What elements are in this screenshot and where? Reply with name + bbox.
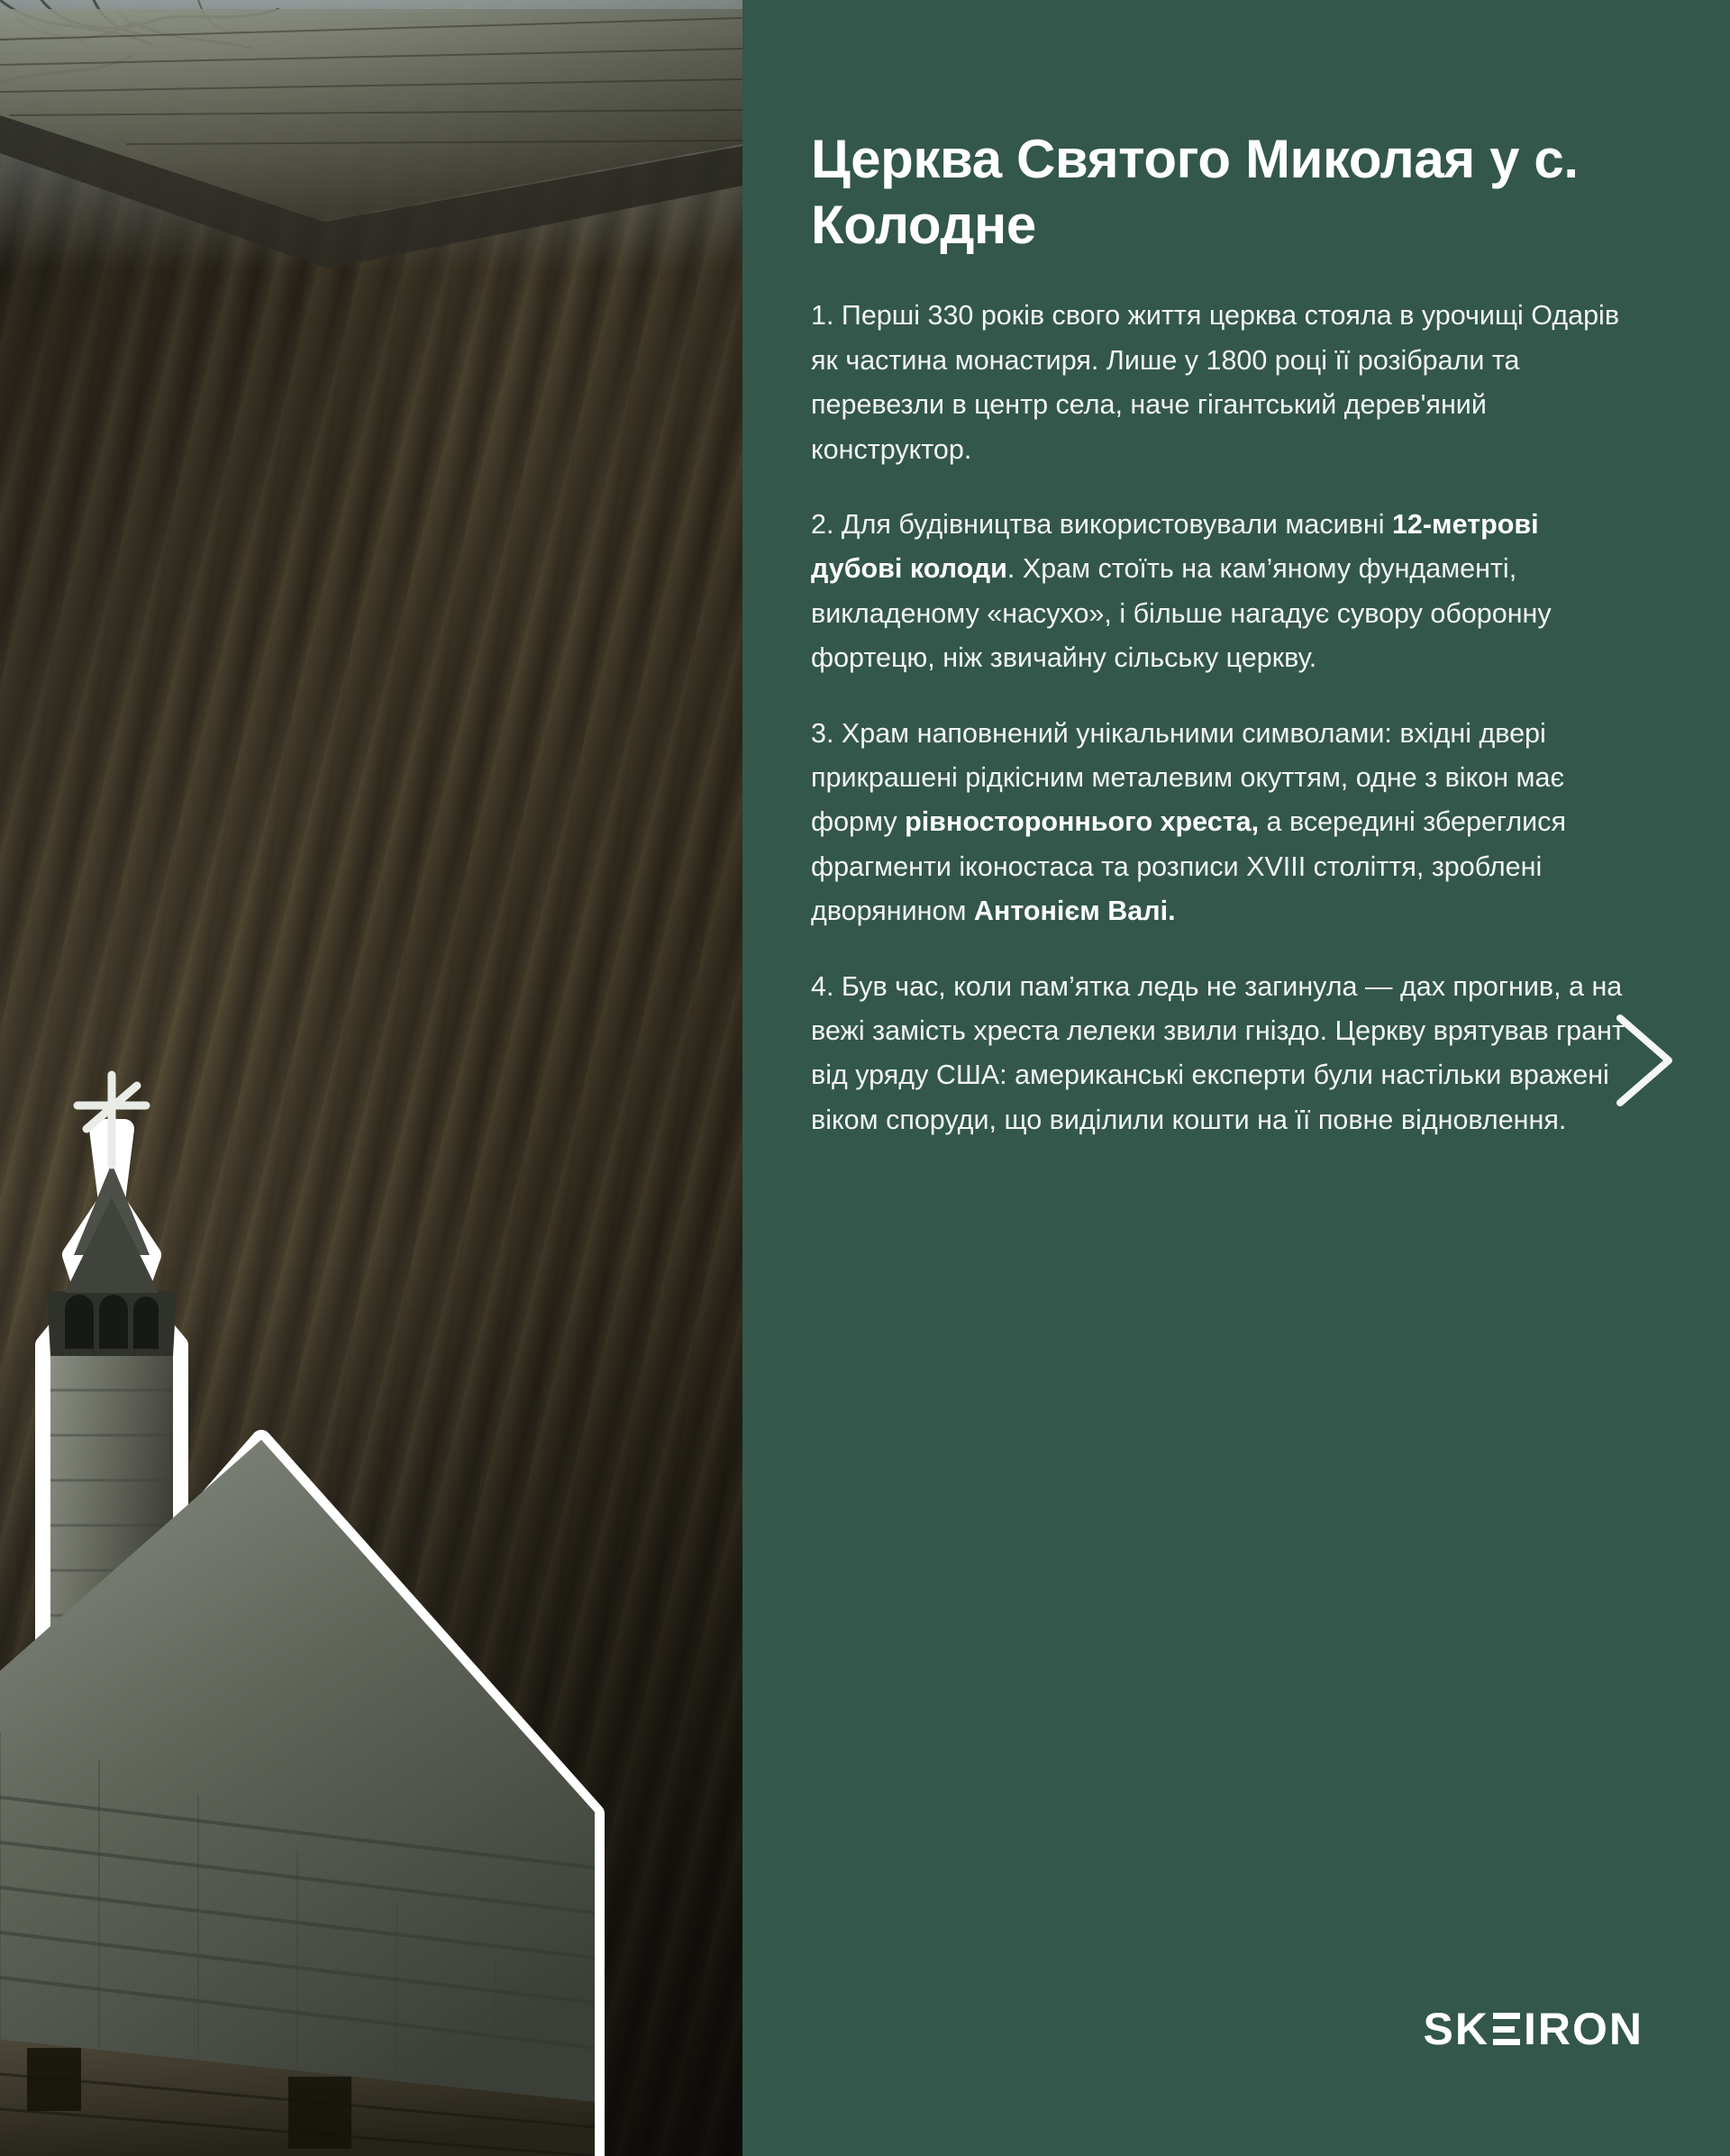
fact-paragraph-3: 3. Храм наповнений унікальними символами: вхідні двері прикрашені рідкісним металевим окуттям, одне з вікон має форму рівностороннього хреста, а всередині збереглися фрагменти іконостаса та розписи XVIII століття, зроблені дворянином Антонієм Валі. [811, 717, 1566, 927]
roof-eaves [0, 9, 742, 306]
text-panel [742, 0, 1730, 2156]
brand-name-after: IRON [1524, 2004, 1644, 2054]
fact-paragraph-2: 2. Для будівництва використовували масивні 12-метрові дубові колоди. Храм стоїть на кам’яному фундаменті, викладеному «насухо», і більше нагадує сувору оборонну фортецю, ніж звичайну сільську церкву. [811, 509, 1552, 674]
fact-paragraph-1: 1. Перші 330 років свого життя церква стояла в урочищі Одарів як частина монастиря. Лише у 1800 році її розібрали та перевезли в центр села, наче гігантський дерев'яний конструктор. [811, 300, 1620, 465]
page-title: Церква Святого Миколая у с. Колодне [811, 129, 1579, 256]
fact-paragraph-4: 4. Був час, коли пам’ятка ледь не загинула — дах прогнив, а на вежі замість хреста лелеки звили гніздо. Церкву врятував грант від уряду США: американські експерти були настільки вражені віком споруди, що виділили кошти на її повне відновлення. [811, 970, 1625, 1135]
brand-logo [1424, 2003, 1644, 2055]
church-photo [0, 0, 742, 2156]
brand-e-glyph [1493, 2013, 1520, 2045]
brand-name-before: SK [1423, 2004, 1489, 2054]
church-cutout-silhouette [0, 624, 742, 2156]
chevron-right-icon[interactable] [1609, 1011, 1680, 1110]
